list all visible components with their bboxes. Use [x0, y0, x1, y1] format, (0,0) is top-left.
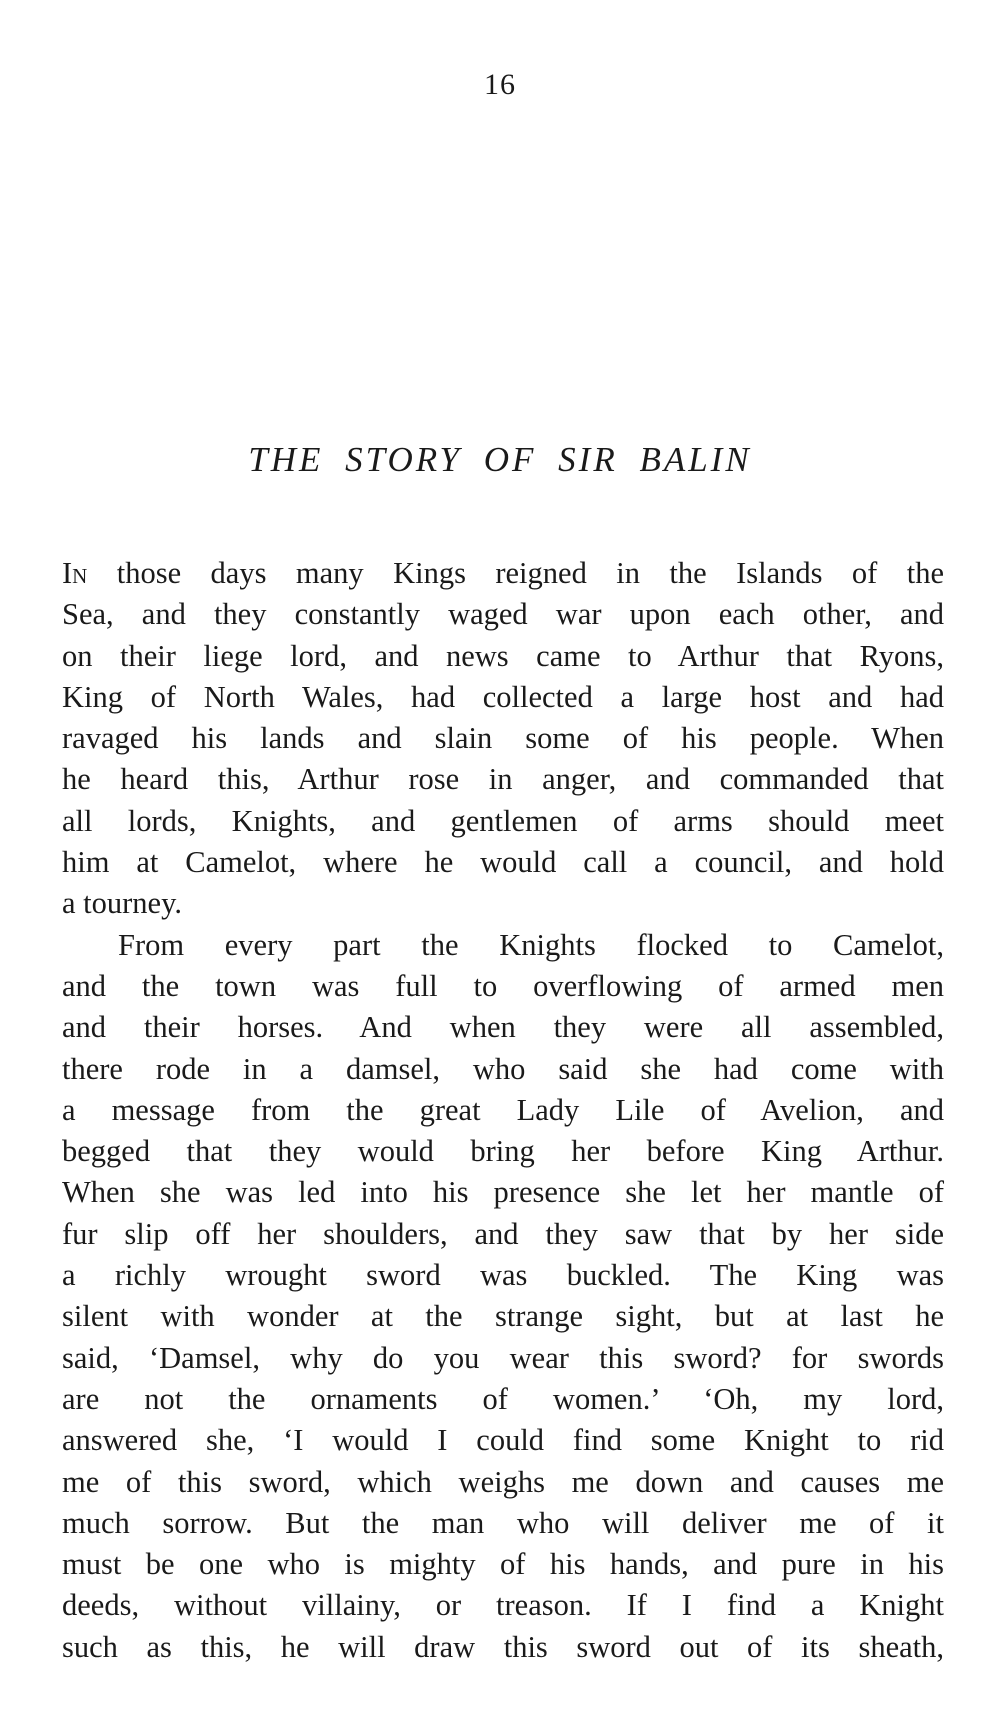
text-line: a message from the great Lady Lile of Avelion, and	[62, 1092, 944, 1127]
text-line: a richly wrought sword was buckled. The King was	[62, 1258, 944, 1293]
text-line: begged that they would bring her before King Arthur.	[62, 1134, 944, 1169]
text-line: me of this sword, which weighs me down and causes me	[62, 1464, 944, 1499]
text-line: he heard this, Arthur rose in anger, and commanded that	[62, 762, 944, 797]
text-line: silent with wonder at the strange sight, but at last he	[62, 1299, 944, 1334]
text-line: are not the ornaments of women.’ ‘Oh, my lord,	[62, 1381, 944, 1416]
page-number: 16	[484, 68, 516, 101]
text-line: him at Camelot, where he would call a council, and hold	[62, 845, 944, 880]
text-line: and the town was full to overflowing of armed men	[62, 968, 944, 1003]
text-line: deeds, without villainy, or treason. If I find a Knight	[62, 1588, 944, 1623]
text-line: Sea, and they constantly waged war upon each other, and	[62, 597, 944, 632]
text-line: From every part the Knights flocked to Camelot,	[118, 927, 944, 962]
text-line: on their liege lord, and news came to Arthur that Ryons,	[62, 638, 944, 673]
text-line: answered she, ‘I would I could find some Knight to rid	[62, 1423, 944, 1458]
text-line: said, ‘Damsel, why do you wear this sword? for swords	[62, 1340, 944, 1375]
text-line: such as this, he will draw this sword out of its sheath,	[62, 1629, 944, 1664]
text-line: much sorrow. But the man who will deliver me of it	[62, 1505, 944, 1540]
chapter-title: THE STORY OF SIR BALIN	[248, 440, 752, 479]
text-line: and their horses. And when they were all assembled,	[62, 1010, 944, 1045]
text-line: there rode in a damsel, who said she had come with	[62, 1051, 944, 1086]
text-line: ravaged his lands and slain some of his people. When	[62, 721, 944, 756]
text-line: When she was led into his presence she let her mantle of	[62, 1175, 944, 1210]
text-line: King of North Wales, had collected a large host and had	[62, 679, 944, 714]
text-line: fur slip off her shoulders, and they saw that by her side	[62, 1216, 944, 1251]
text-line: all lords, Knights, and gentlemen of arms should meet	[62, 803, 944, 838]
text-line: In those days many Kings reigned in the Islands of the	[62, 556, 944, 590]
body-text	[62, 553, 944, 1668]
text-line: a tourney.	[62, 886, 182, 921]
text-line: must be one who is mighty of his hands, and pure in his	[62, 1547, 944, 1582]
